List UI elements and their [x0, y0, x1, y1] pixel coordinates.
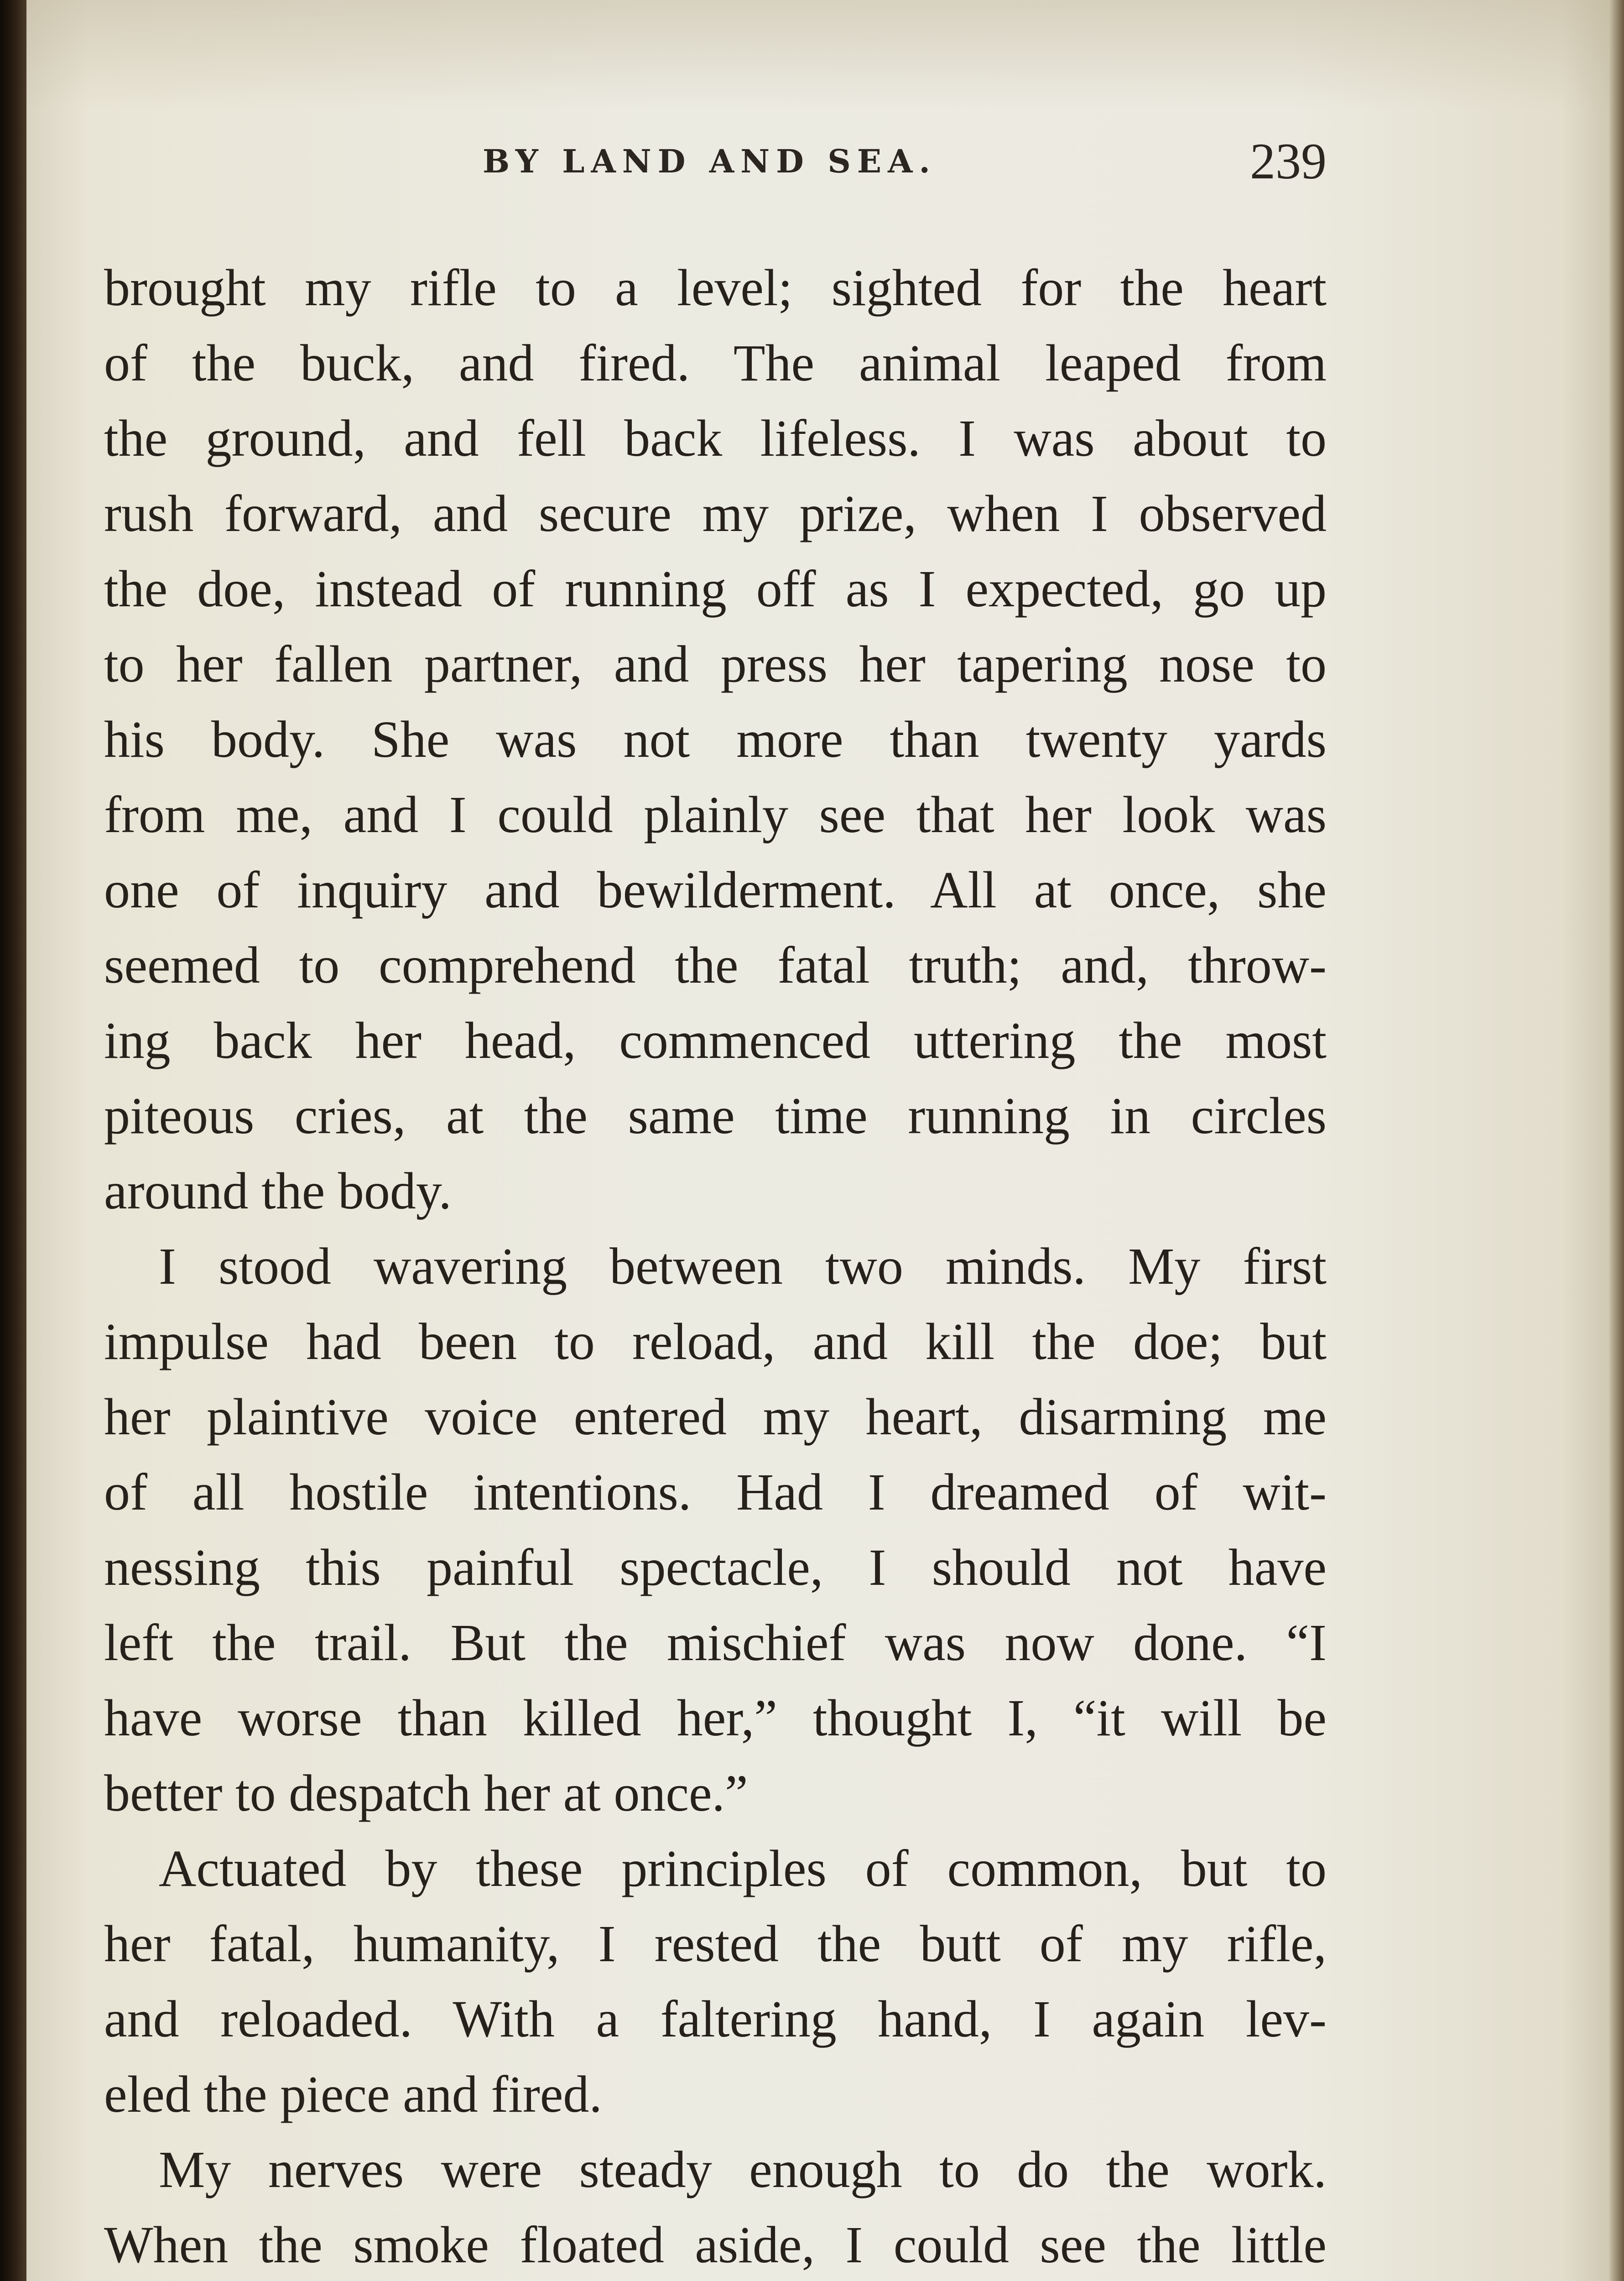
text-line: around the body.	[104, 1162, 452, 1220]
text-line: piteous cries, at the same time running in circles	[104, 1087, 1327, 1145]
text-line: seemed to comprehend the fatal truth; and, throw-	[104, 936, 1327, 994]
book-page	[26, 0, 1609, 2281]
text-line: his body. She was not more than twenty yards	[104, 710, 1327, 768]
text-line: Actuated by these principles of common, but to	[159, 1839, 1327, 1897]
text-line: the ground, and fell back lifeless. I was about to	[104, 409, 1327, 467]
text-line: and reloaded. With a faltering hand, I again lev-	[104, 1990, 1327, 2048]
text-line: her fatal, humanity, I rested the butt of my rifle,	[104, 1915, 1327, 1973]
text-line: My nerves were steady enough to do the work.	[159, 2140, 1327, 2198]
text-line: rush forward, and secure my prize, when I observed	[104, 484, 1327, 542]
text-line: brought my rifle to a level; sighted for the heart	[104, 259, 1327, 317]
text-line: of all hostile intentions. Had I dreamed of wit-	[104, 1463, 1327, 1521]
book-spine	[0, 0, 26, 2281]
body-text	[104, 250, 1327, 2281]
text-line: better to despatch her at once.”	[104, 1764, 748, 1822]
text-line: of the buck, and fired. The animal leaped from	[104, 334, 1327, 392]
text-line: to her fallen partner, and press her tapering nose to	[104, 635, 1327, 693]
page-number: 239	[1250, 133, 1327, 190]
text-line: impulse had been to reload, and kill the doe; but	[104, 1312, 1327, 1370]
text-line: nessing this painful spectacle, I should not have	[104, 1538, 1327, 1596]
text-line: left the trail. But the mischief was now done. “I	[104, 1614, 1327, 1672]
text-line: one of inquiry and bewilderment. All at once, she	[104, 861, 1327, 919]
page-header	[104, 132, 1327, 201]
page-edge	[1609, 0, 1624, 2281]
text-line: ing back her head, commenced uttering the most	[104, 1011, 1327, 1069]
text-line: When the smoke floated aside, I could see the little	[104, 2216, 1327, 2274]
text-line: have worse than killed her,” thought I, “it will be	[104, 1689, 1327, 1747]
text-line: her plaintive voice entered my heart, disarming me	[104, 1388, 1327, 1446]
text-line: eled the piece and fired.	[104, 2065, 602, 2123]
text-line: the doe, instead of running off as I expected, go up	[104, 560, 1327, 618]
running-head: BY LAND AND SEA.	[483, 142, 937, 180]
text-line: from me, and I could plainly see that her look was	[104, 786, 1327, 844]
text-line: I stood wavering between two minds. My first	[159, 1237, 1327, 1295]
